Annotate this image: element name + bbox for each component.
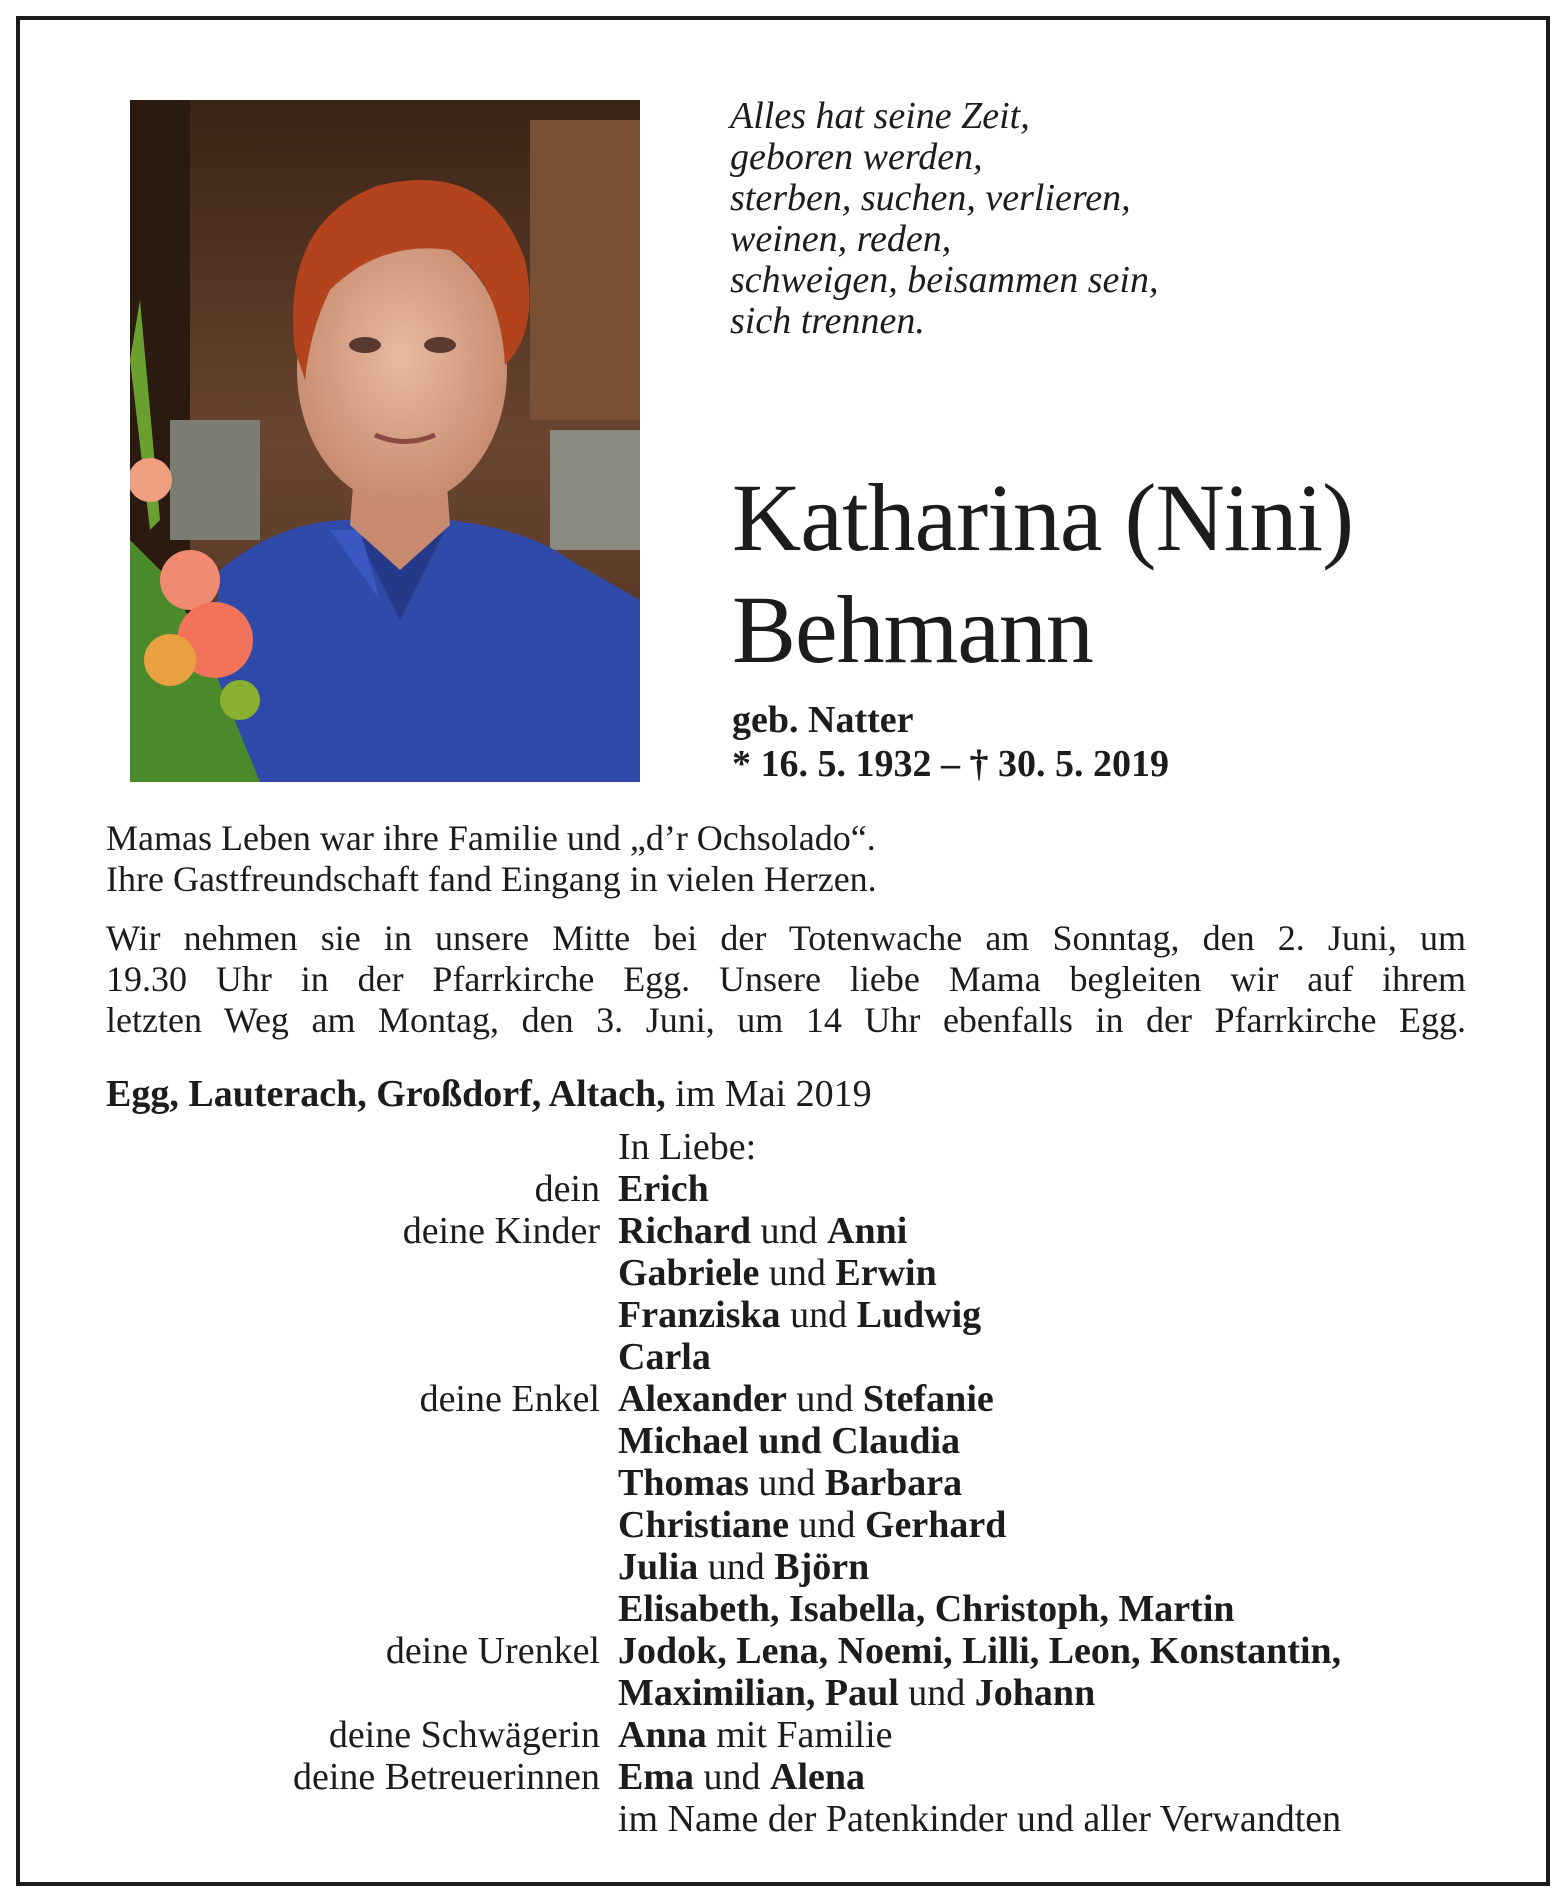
connector: und [758, 1462, 816, 1504]
family-member: Franziska [618, 1294, 781, 1336]
relation-label: deine Schwägerin [328, 1714, 600, 1756]
family-member: Alexander [618, 1378, 787, 1420]
family-row [0, 1756, 1568, 1798]
family-member: Christiane [618, 1504, 789, 1546]
family-member: Gerhard [865, 1504, 1007, 1546]
name-line-surname: Behmann [732, 576, 1093, 683]
family-member: Jodok, Lena, Noemi, Lilli, Leon, Konstantin, [618, 1630, 1342, 1672]
family-row [0, 1672, 1568, 1714]
paragraph-line: Wir nehmen sie in unsere Mitte bei der Totenwache am Sonntag, den 2. Juni, um [106, 918, 1466, 958]
in-liebe-heading: In Liebe: [618, 1126, 757, 1168]
family-member: Carla [618, 1336, 711, 1378]
family-member: Anni [827, 1210, 908, 1252]
family-member: Björn [774, 1546, 870, 1588]
verse-line: weinen, reden, [730, 218, 952, 260]
portrait-illustration [130, 100, 640, 782]
family-row [0, 1168, 1568, 1210]
connector: und [760, 1210, 818, 1252]
family-row [0, 1420, 1568, 1462]
verse-line: Alles hat seine Zeit, [730, 95, 1030, 137]
family-row [0, 1294, 1568, 1336]
family-row [0, 1630, 1568, 1672]
verse-line: sich trennen. [730, 300, 925, 342]
deceased-name [732, 462, 1532, 686]
connector: mit Familie [716, 1714, 893, 1756]
family-row [0, 1252, 1568, 1294]
family-member: Anna [618, 1714, 707, 1756]
family-member: Stefanie [862, 1378, 994, 1420]
verse-line: sterben, suchen, verlieren, [730, 177, 1131, 219]
family-member: Julia [618, 1546, 699, 1588]
family-member: Ema [618, 1756, 694, 1798]
family-member: Johann [974, 1672, 1096, 1714]
family-row [0, 1462, 1568, 1504]
paragraph-line: 19.30 Uhr in der Pfarrkirche Egg. Unsere liebe Mama begleiten wir auf ihrem [106, 959, 1466, 999]
place-date-line [106, 1072, 872, 1116]
paragraph-line: Ihre Gastfreundschaft fand Eingang in vielen Herzen. [106, 859, 877, 899]
name-line-first: Katharina (Nini) [732, 464, 1354, 571]
family-row [0, 1588, 1568, 1630]
family-row [0, 1798, 1568, 1840]
relation-label: deine Kinder [402, 1210, 600, 1252]
family-row [0, 1210, 1568, 1252]
paragraph-line: letzten Weg am Montag, den 3. Juni, um 14 Uhr ebenfalls in der Pfarrkirche Egg. [106, 1000, 1466, 1040]
notice-date: im Mai 2019 [675, 1073, 872, 1115]
family-member: Alena [770, 1756, 865, 1798]
service-paragraph [106, 918, 1466, 1041]
family-member: Barbara [824, 1462, 963, 1504]
connector: und [768, 1252, 826, 1294]
connector: und [707, 1546, 765, 1588]
tribute-paragraph [106, 818, 1466, 900]
family-member: Thomas [618, 1462, 749, 1504]
family-row [0, 1714, 1568, 1756]
closing-line: im Name der Patenkinder und aller Verwandten [618, 1798, 1342, 1840]
family-row [0, 1378, 1568, 1420]
family-row [0, 1546, 1568, 1588]
family-member: Maximilian, Paul [618, 1672, 899, 1714]
portrait-photo [130, 100, 640, 782]
family-row [0, 1336, 1568, 1378]
birth-info [732, 698, 1169, 786]
connector: und [703, 1756, 761, 1798]
relation-label: dein [534, 1168, 600, 1210]
poem-verse [730, 96, 1510, 342]
paragraph-line: Mamas Leben war ihre Familie und „d’r Ochsolado“. [106, 818, 876, 858]
family-row [0, 1504, 1568, 1546]
family-member: Gabriele [618, 1252, 760, 1294]
relation-label: deine Enkel [419, 1378, 600, 1420]
family-member: Michael und Claudia [618, 1420, 961, 1462]
connector: und [796, 1378, 854, 1420]
family-member: Erich [618, 1168, 709, 1210]
relation-label: deine Urenkel [385, 1630, 600, 1672]
family-member: Erwin [835, 1252, 937, 1294]
family-member: Richard [618, 1210, 751, 1252]
maiden-name: geb. Natter [732, 699, 914, 741]
family-member: Elisabeth, Isabella, Christoph, Martin [618, 1588, 1235, 1630]
family-list [0, 1126, 1568, 1840]
verse-line: geboren werden, [730, 136, 983, 178]
town-list: Egg, Lauterach, Großdorf, Altach, [106, 1073, 666, 1115]
connector: und [798, 1504, 856, 1546]
connector: und [790, 1294, 848, 1336]
verse-line: schweigen, beisammen sein, [730, 259, 1159, 301]
relation-label: deine Betreuerinnen [292, 1756, 600, 1798]
family-member: Ludwig [856, 1294, 982, 1336]
connector: und [908, 1672, 966, 1714]
life-dates: * 16. 5. 1932 – † 30. 5. 2019 [732, 743, 1169, 785]
